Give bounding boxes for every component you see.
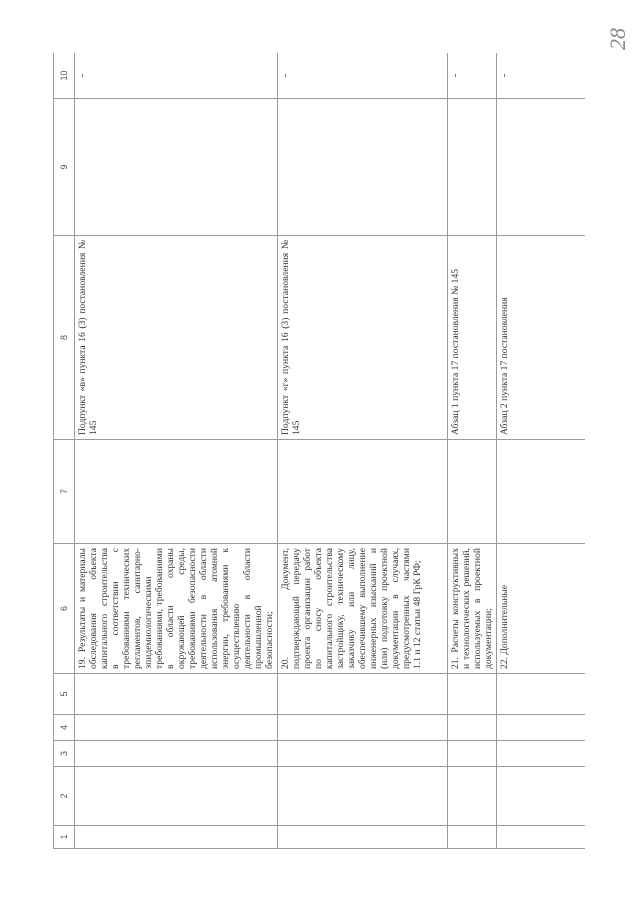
rotated-table-container [53, 53, 585, 849]
col-header-4: 4 [54, 715, 75, 741]
col-header-10: 10 [54, 53, 75, 99]
document-description: 20. Документ, подтверждающий передачу проекта организации работ по сносу объекта капитального строительства застройщику, техническому заказчику или лицу, обеспечившему выполнение инженерных изысканий и (или) подготовку проектной документации в случаях, предусмотренных частями 1.1 и 12 статьи 48 ГрК РФ; [278, 544, 448, 674]
col-header-5: 5 [54, 674, 75, 715]
col-header-9: 9 [54, 99, 75, 236]
col-header-2: 2 [54, 767, 75, 826]
table-row [497, 53, 586, 849]
document-table-frame [53, 53, 585, 849]
dash-value: - [497, 53, 586, 99]
document-description: 19. Результаты и материалы обследования объекта капитального строительства в соответствии с требованиями технических регламентов, санитарно-эпидемиологическими требованиями, требованиями в области охраны окружающей среды, требованиями безопасности деятельности в области использования атомной энергии, требованиями к осуществлению деятельности в области промышленной безопасности; [75, 544, 278, 674]
column-number-row [54, 53, 75, 849]
table-row [75, 53, 278, 849]
document-description: 22. Дополнительные [497, 544, 586, 674]
col-header-6: 6 [54, 544, 75, 674]
legal-reference: Подпункт «г» пункта 16 (3) постановления № 145 [278, 236, 448, 440]
document-description: 21. Расчеты конструктивных и технологических решений, используемых в проектной документации; [448, 544, 497, 674]
requirements-table [53, 53, 585, 849]
col-header-3: 3 [54, 741, 75, 767]
dash-value: - [75, 53, 278, 99]
table-row [278, 53, 448, 849]
col-header-1: 1 [54, 826, 75, 849]
legal-reference: Абзац 1 пункта 17 постановления № 145 [448, 236, 497, 440]
legal-reference: Абзац 2 пункта 17 постановления [497, 236, 586, 440]
page-number: 28 [605, 28, 630, 50]
legal-reference: Подпункт «в» пункта 16 (3) постановления № 145 [75, 236, 278, 440]
table-row [448, 53, 497, 849]
col-header-7: 7 [54, 440, 75, 544]
dash-value: - [448, 53, 497, 99]
dash-value: - [278, 53, 448, 99]
col-header-8: 8 [54, 236, 75, 440]
